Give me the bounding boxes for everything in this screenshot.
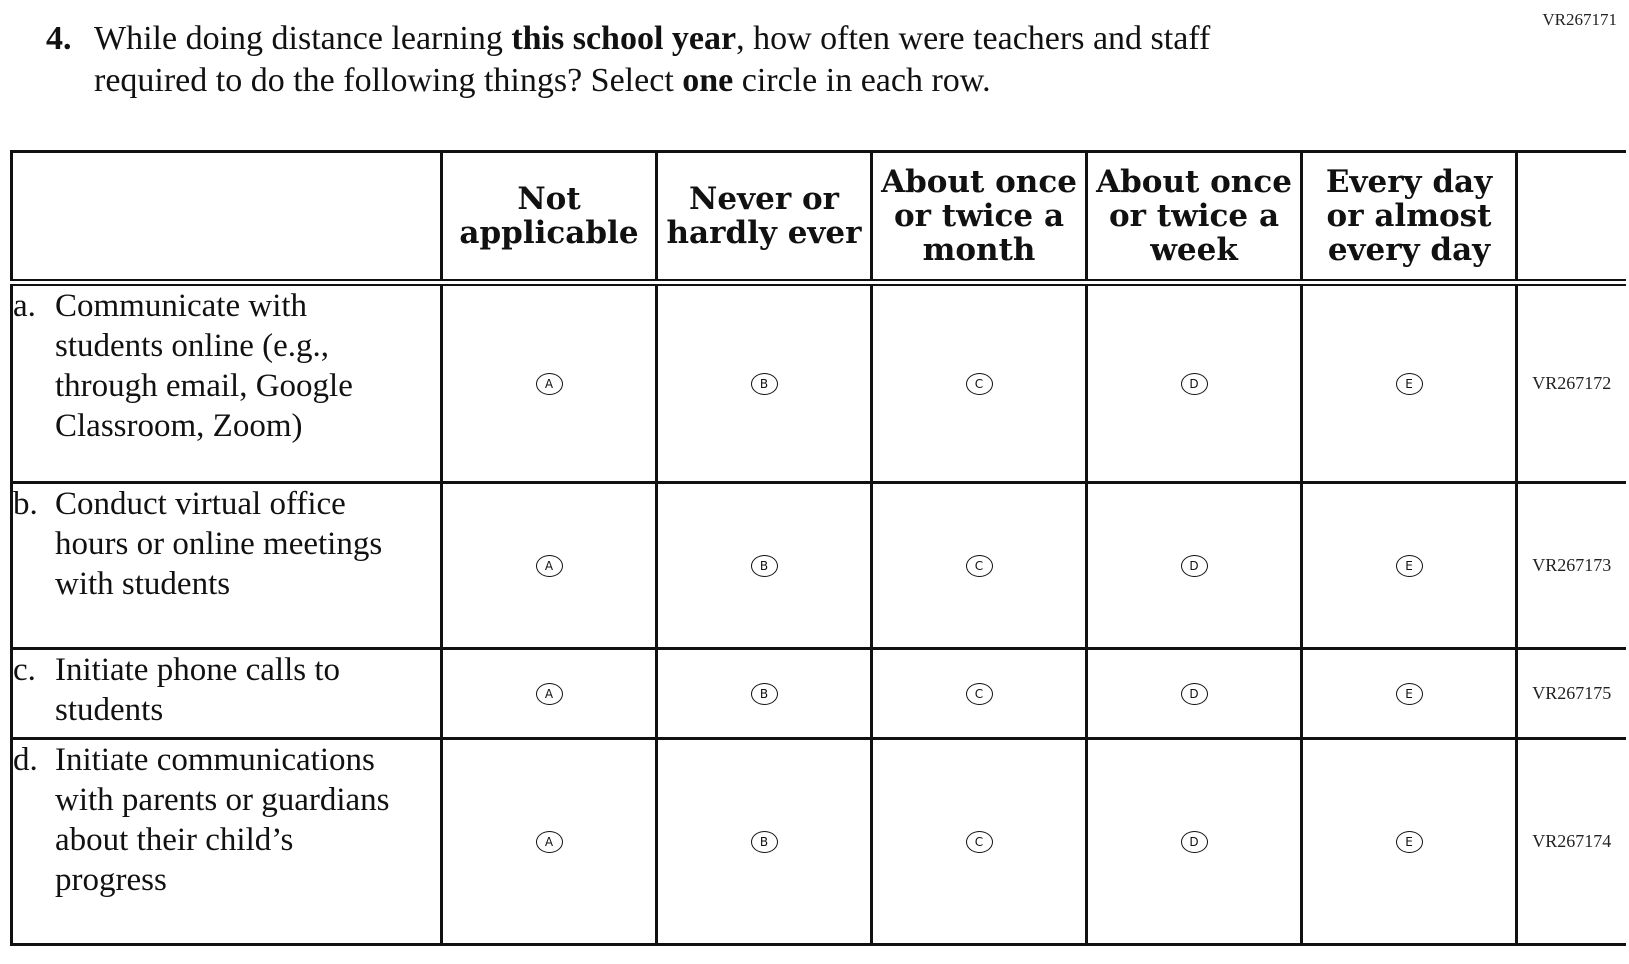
grid-row	[12, 649, 1626, 739]
question-line1-post: , how often were teachers and staff	[736, 20, 1211, 57]
grid-row	[12, 483, 1626, 649]
question-line2-pre: required to do the following things? Select	[94, 62, 683, 99]
question-line-1	[46, 18, 1426, 60]
page-code: VR267171	[1542, 10, 1617, 29]
column-header: About once or twice a week	[1087, 152, 1302, 283]
row-label	[12, 739, 442, 945]
answer-bubble[interactable]: A	[536, 555, 563, 577]
answer-bubble[interactable]: C	[966, 683, 993, 705]
row-text: Conduct virtual office hours or online meetings with students	[55, 486, 383, 602]
column-header: Every day or almost every day	[1302, 152, 1517, 283]
question-text	[46, 18, 1426, 102]
answer-bubble[interactable]: D	[1181, 831, 1208, 853]
column-header: Never or hardly ever	[657, 152, 872, 283]
response-grid	[10, 150, 1626, 946]
row-text: Communicate with students online (e.g., through email, Google Classroom, Zoom)	[55, 288, 353, 444]
row-code: VR267175	[1517, 649, 1626, 739]
answer-bubble[interactable]: A	[536, 683, 563, 705]
question-line2-post: circle in each row.	[733, 62, 991, 99]
answer-bubble[interactable]: B	[751, 683, 778, 705]
row-text: Initiate phone calls to students	[55, 652, 340, 728]
question-line1-bold: this school year	[511, 20, 737, 57]
grid-row	[12, 283, 1626, 483]
answer-bubble[interactable]: D	[1181, 373, 1208, 395]
row-letter: d.	[13, 742, 38, 778]
row-code: VR267173	[1517, 483, 1626, 649]
row-text: Initiate communications with parents or guardians about their child’s progress	[55, 742, 390, 898]
answer-bubble[interactable]: A	[536, 831, 563, 853]
question-line1-pre: While doing distance learning	[94, 20, 512, 57]
column-header: Not applicable	[442, 152, 657, 283]
answer-bubble[interactable]: C	[966, 831, 993, 853]
answer-bubble[interactable]: A	[536, 373, 563, 395]
answer-bubble[interactable]: B	[751, 831, 778, 853]
question-line-2	[46, 60, 1426, 102]
answer-bubble[interactable]: B	[751, 373, 778, 395]
header-code-cell	[1517, 152, 1626, 283]
question-number: 4.	[46, 20, 72, 57]
row-label	[12, 283, 442, 483]
row-letter: a.	[13, 288, 36, 324]
row-code: VR267174	[1517, 739, 1626, 945]
question-line2-bold: one	[682, 62, 734, 99]
column-header: About once or twice a month	[872, 152, 1087, 283]
answer-bubble[interactable]: E	[1396, 831, 1423, 853]
row-label	[12, 649, 442, 739]
grid-row	[12, 739, 1626, 945]
row-label	[12, 483, 442, 649]
answer-bubble[interactable]: D	[1181, 683, 1208, 705]
answer-bubble[interactable]: E	[1396, 683, 1423, 705]
answer-bubble[interactable]: D	[1181, 555, 1208, 577]
answer-bubble[interactable]: C	[966, 555, 993, 577]
header-blank-cell	[12, 152, 442, 283]
row-letter: c.	[13, 652, 36, 688]
row-letter: b.	[13, 486, 38, 522]
row-code: VR267172	[1517, 283, 1626, 483]
grid-header-row	[12, 152, 1626, 283]
answer-bubble[interactable]: B	[751, 555, 778, 577]
answer-bubble[interactable]: C	[966, 373, 993, 395]
answer-bubble[interactable]: E	[1396, 555, 1423, 577]
answer-bubble[interactable]: E	[1396, 373, 1423, 395]
